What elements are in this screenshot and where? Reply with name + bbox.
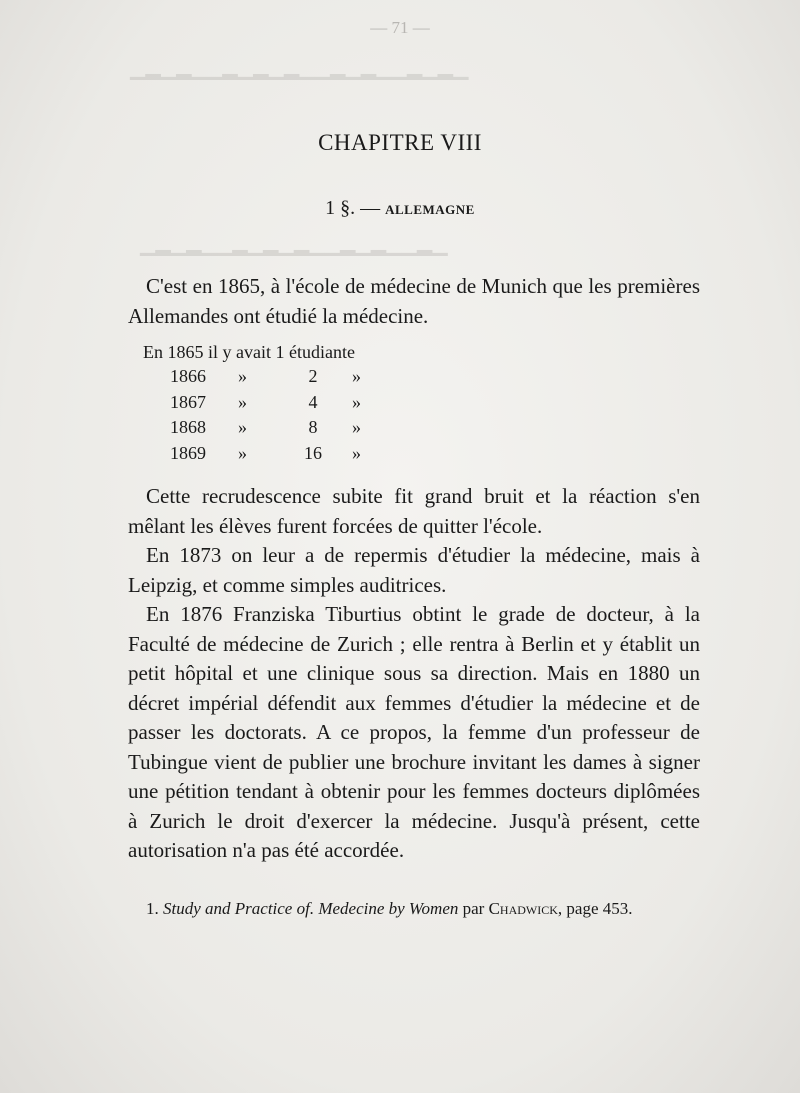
chapter-title: CHAPITRE VIII [318, 130, 482, 155]
table-row [170, 366, 390, 392]
paragraph-text: Cette recrudescence subite fit grand bruit et la réaction s'en mêlant les élèves furent forcées de quitter l'école. [128, 484, 700, 538]
ditto-mark: » [352, 417, 361, 437]
section-heading [0, 197, 800, 220]
footnote-page-ref: , page 453. [557, 899, 633, 918]
ditto-mark: » [238, 442, 247, 463]
page-number: — 71 — [370, 18, 430, 37]
year-cell: 1868 [170, 417, 206, 437]
count-cell: 2 [308, 366, 318, 386]
count-cell: 16 [304, 442, 322, 463]
paragraph-body [128, 482, 700, 866]
footnote [128, 898, 703, 920]
section-dash: — [360, 197, 381, 219]
bleed-through-texture: ▁▂▁▁▂▁▂▁▁▂▁▂▁▂▁▁▂▁▂▁ [140, 234, 448, 256]
paragraph-text: C'est en 1865, à l'école de médecine de Munich que les premières Allemandes ont étudié la médecine. [128, 274, 700, 328]
year-cell: 1866 [170, 366, 206, 386]
section-number: 1 §. [325, 197, 356, 219]
count-cell: 8 [308, 417, 318, 437]
bleed-through-texture: ▁▂▁▂▁▁▂▁▂▁▁▂▁▂▁▂▁▁▂▁▂▁ [130, 58, 469, 80]
ditto-mark: » [238, 391, 247, 412]
footnote-par: par [462, 899, 485, 918]
paragraph-text: En 1873 on leur a de repermis d'étudier la médecine, mais à Leipzig, et comme simples auditrices. [128, 543, 700, 597]
ditto-mark: » [238, 366, 247, 386]
count-cell: 4 [308, 391, 318, 412]
year-cell: 1869 [170, 442, 206, 463]
footnote-marker: 1. [146, 899, 159, 918]
section-title: ALLEMAGNE [385, 202, 475, 217]
table-row [170, 443, 390, 469]
ditto-mark: » [238, 417, 247, 437]
table-row [170, 417, 390, 443]
ditto-mark: » [352, 366, 361, 386]
ditto-mark: » [352, 442, 361, 463]
paragraph-text: En 1876 Franziska Tiburtius obtint le grade de docteur, à la Faculté de médecine de Zurich ; elle rentra à Berlin et y établit un petit hôpital et une clinique sous sa direction. Mais en 1880 un décret impérial défendit aux femmes d'étudier la médecine et de passer les doctorats. A ce propos, la femme d'un professeur de Tubingue vient de publier une brochure invitant les dames à signer une pétition tendant à obtenir pour les femmes docteurs diplômées à Zurich le droit d'exercer la médecine. Jusqu'à présent, cette autorisation n'a pas été accordée. [128, 602, 700, 862]
paragraph-intro [128, 272, 700, 331]
ditto-mark: » [352, 391, 361, 412]
statistics-table [170, 366, 390, 468]
footnote-author: Chadwick [488, 899, 558, 918]
year-cell: 1867 [170, 391, 206, 412]
table-row [170, 392, 390, 418]
statistics-intro: En 1865 il y avait 1 étudiante [143, 342, 355, 362]
footnote-title: Study and Practice of. Medecine by Women [163, 899, 459, 918]
